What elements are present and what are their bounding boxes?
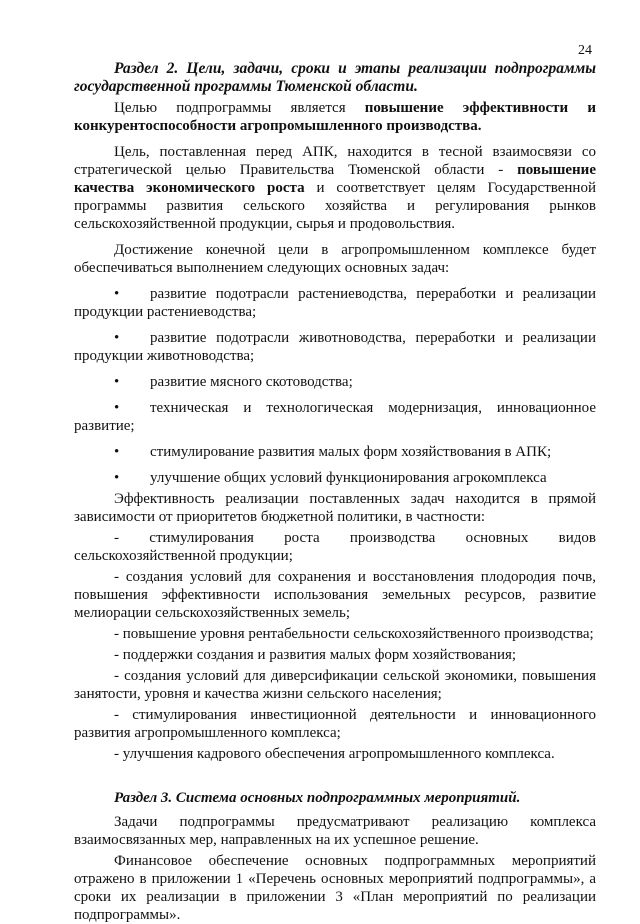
apk-goal-emphasis: повышение качества экономического роста [74,162,596,196]
section-2-heading: Раздел 2. Цели, задачи, сроки и этапы реализации подпрограммы государственной программы Тюменской области. [74,60,596,95]
goal-emphasis: повышение эффективности и конкурентоспособности агропромышленного производства. [74,100,596,134]
bullet-icon: • [114,470,120,486]
measures-paragraph: Задачи подпрограммы предусматривают реализацию комплекса взаимосвязанных мер, направленных на их успешное решение. [74,814,596,848]
dash-item: - создания условий для диверсификации сельской экономики, повышения занятости, уровня и качества жизни сельского населения; [74,668,596,702]
dash-item: - повышение уровня рентабельности сельскохозяйственного производства; [114,626,594,642]
list-item [74,443,596,461]
page-number: 24 [578,43,592,58]
section-3-heading: Раздел 3. Система основных подпрограммных мероприятий. [114,790,521,806]
list-item [74,399,596,435]
list-item-text: развитие подотрасли животноводства, переработки и реализации продукции животноводства; [74,330,596,364]
tasks-intro-paragraph: Достижение конечной цели в агропромышленном комплексе будет обеспечиваться выполнением следующих основных задач: [74,242,596,276]
list-item-text: развитие мясного скотоводства; [150,374,353,390]
bullet-icon: • [114,286,120,302]
bullet-icon: • [114,374,120,390]
bullet-icon: • [114,444,120,460]
dash-item: - улучшения кадрового обеспечения агропромышленного комплекса. [114,746,555,762]
apk-goal-text-b: и соответствует целям Государственной программы развития сельского хозяйства и регулирования рынков сельскохозяйственной продукции, сырья и продовольствия. [74,180,596,232]
bullet-icon: • [114,400,120,416]
dash-item: - стимулирования роста производства основных видов сельскохозяйственной продукции; [74,530,596,564]
efficiency-paragraph: Эффективность реализации поставленных задач находится в прямой зависимости от приоритетов бюджетной политики, в частности: [74,491,596,525]
goal-text: Целью подпрограммы является [114,100,365,116]
dash-item: - создания условий для сохранения и восстановления плодородия почв, повышения эффективности использования земельных ресурсов, развитие мелиорации сельскохозяйственных земель; [74,569,596,621]
financing-paragraph: Финансовое обеспечение основных подпрограммных мероприятий отражено в приложении 1 «Перечень основных мероприятий подпрограммы», а сроки их реализации в приложении 3 «План мероприятий по реализации подпрограммы». [74,853,596,923]
list-item-text: стимулирование развития малых форм хозяйствования в АПК; [150,444,552,460]
list-item-text: развитие подотрасли растениеводства, переработки и реализации продукции растениеводства; [74,286,596,320]
list-item-text: улучшение общих условий функционирования агрокомплекса [150,470,547,486]
dash-item: - стимулирования инвестиционной деятельности и инновационного развития агропромышленного комплекса; [74,707,596,741]
dash-item: - поддержки создания и развития малых форм хозяйствования; [114,647,517,663]
document-body [74,60,596,924]
apk-goal-text-a: Цель, поставленная перед АПК, находится в тесной взаимосвязи со стратегической целью Правительства Тюменской области - [74,144,596,178]
apk-goal-paragraph [74,143,596,233]
list-item-text: техническая и технологическая модернизация, инновационное развитие; [74,400,596,434]
list-item [74,285,596,321]
list-item [74,373,596,391]
list-item [74,469,596,487]
list-item [74,329,596,365]
bullet-icon: • [114,330,120,346]
goal-paragraph [74,99,596,135]
